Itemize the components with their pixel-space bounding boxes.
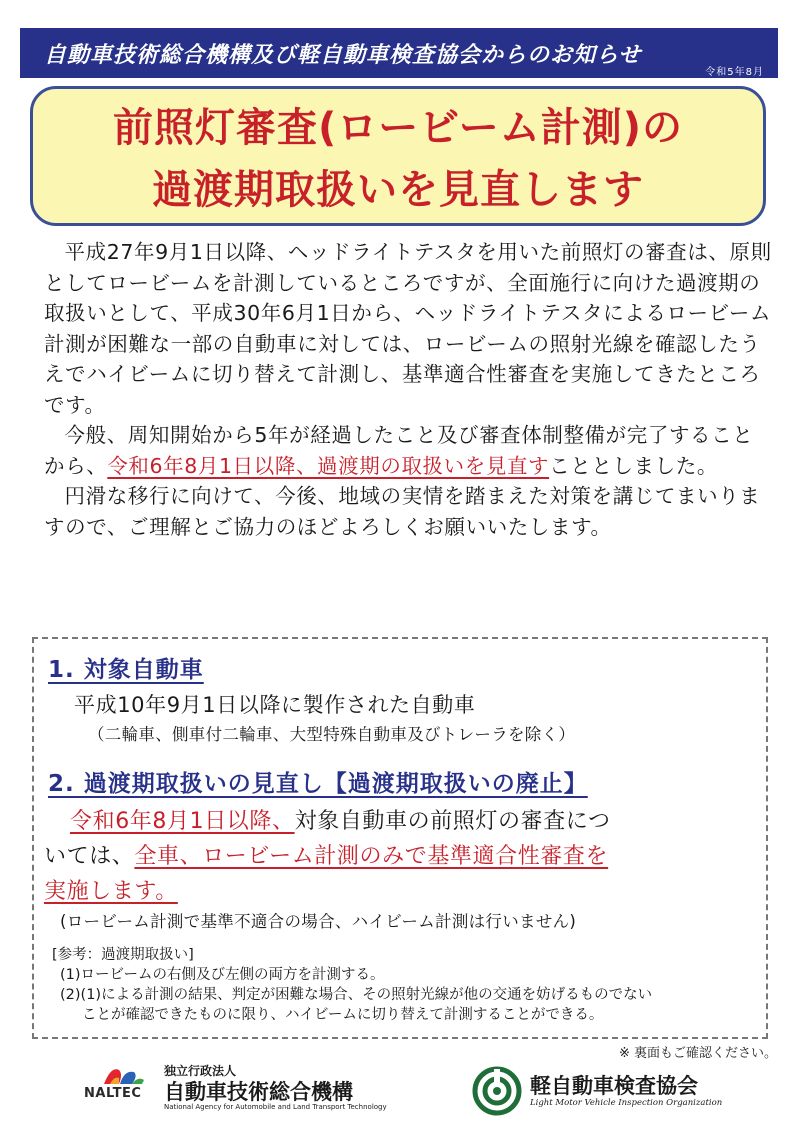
details-box xyxy=(32,637,768,1039)
intro-p2-before: 今般、周知開始から5年が経過したこと及び審査体制整備が完了することから、 xyxy=(44,423,754,478)
reference-item-2-line-2: ことが確認できたものに限り、ハイビームに切り替えて計測することができる。 xyxy=(82,1007,604,1023)
section-1-note: （二輪車、側車付二輪車、大型特殊自動車及びトレーラを除く） xyxy=(88,725,576,744)
issue-date: 令和5年8月 xyxy=(705,67,764,78)
section-2-line-2 xyxy=(44,839,608,870)
lmvio-logo xyxy=(472,1066,772,1122)
intro-paragraph-2 xyxy=(44,420,774,481)
section-2-line-2-plain: いては、 xyxy=(44,844,135,869)
reference-item-1: (1)ロービームの右側及び左側の両方を計測する。 xyxy=(60,967,385,983)
section-2-line-3 xyxy=(44,874,178,905)
lmvio-english: Light Motor Vehicle Inspection Organization xyxy=(530,1098,723,1108)
section-1-heading: 1. 対象自動車 xyxy=(48,657,204,683)
title-line-1: 前照灯審査(ロービーム計測)の xyxy=(113,105,683,151)
intro-paragraph-3: 円滑な移行に向けて、今後、地域の実情を踏まえた対策を講じてまいりますので、ご理解とご協力のほどよろしくお願いいたします。 xyxy=(44,484,761,539)
naltec-abbr: NALTEC xyxy=(84,1086,142,1101)
section-2-note: (ロービーム計測で基準不適合の場合、ハイビーム計測は行いません) xyxy=(60,912,577,931)
title-box xyxy=(30,86,766,226)
lmvio-emblem-icon xyxy=(472,1066,522,1116)
naltec-name: 自動車技術総合機構 xyxy=(164,1080,353,1104)
lmvio-name: 軽自動車検査協会 xyxy=(530,1074,698,1098)
intro-paragraph-1: 平成27年9月1日以降、ヘッドライトテスタを用いた前照灯の審査は、原則としてロービームを計測しているところですが、全面施行に向けた過渡期の取扱いとして、平成30年6月1日から、ヘッドライトテスタによるロービーム計測が困難な一部の自動車に対しては、ロービームの照射光線を確認したうえでハイビームに切り替えて計測し、基準適合性審査を実施してきたところです。 xyxy=(44,240,772,417)
intro-p2-after: こととしました。 xyxy=(549,453,718,478)
intro-p2-highlight: 令和6年8月1日以降、過渡期の取扱いを見直す xyxy=(107,453,550,478)
section-2-line-1 xyxy=(70,804,611,835)
naltec-prefix: 独立行政法人 xyxy=(164,1064,237,1078)
section-2-line-1-rest: 対象自動車の前照灯の審査につ xyxy=(294,809,611,834)
section-2-date-highlight: 令和6年8月1日以降、 xyxy=(70,809,295,834)
reference-title: [参考：過渡期取扱い] xyxy=(52,947,194,963)
section-2-line-2-highlight: 全車、ロービーム計測のみで基準適合性審査を xyxy=(134,844,609,869)
naltec-logo xyxy=(84,1062,414,1118)
reference-block xyxy=(52,945,762,1025)
intro-text xyxy=(44,237,774,542)
section-1-body: 平成10年9月1日以降に製作された自動車 xyxy=(74,693,476,717)
title-line-2: 過渡期取扱いを見直します xyxy=(152,167,644,213)
section-2-line-3-highlight: 実施します。 xyxy=(44,879,178,904)
notice-header xyxy=(20,28,778,78)
naltec-english: National Agency for Automobile and Land Transport Technology xyxy=(164,1103,387,1111)
back-side-note: ※ 裏面もご確認ください。 xyxy=(618,1046,777,1061)
section-2-heading: 2. 過渡期取扱いの見直し【過渡期取扱いの廃止】 xyxy=(48,771,588,797)
reference-item-2-line-1: (2)(1)による計測の結果、判定が困難な場合、その照射光線が他の交通を妨げるものでない xyxy=(60,987,653,1003)
notice-from-text: 自動車技術総合機構及び軽自動車検査協会からのお知らせ xyxy=(44,43,642,68)
